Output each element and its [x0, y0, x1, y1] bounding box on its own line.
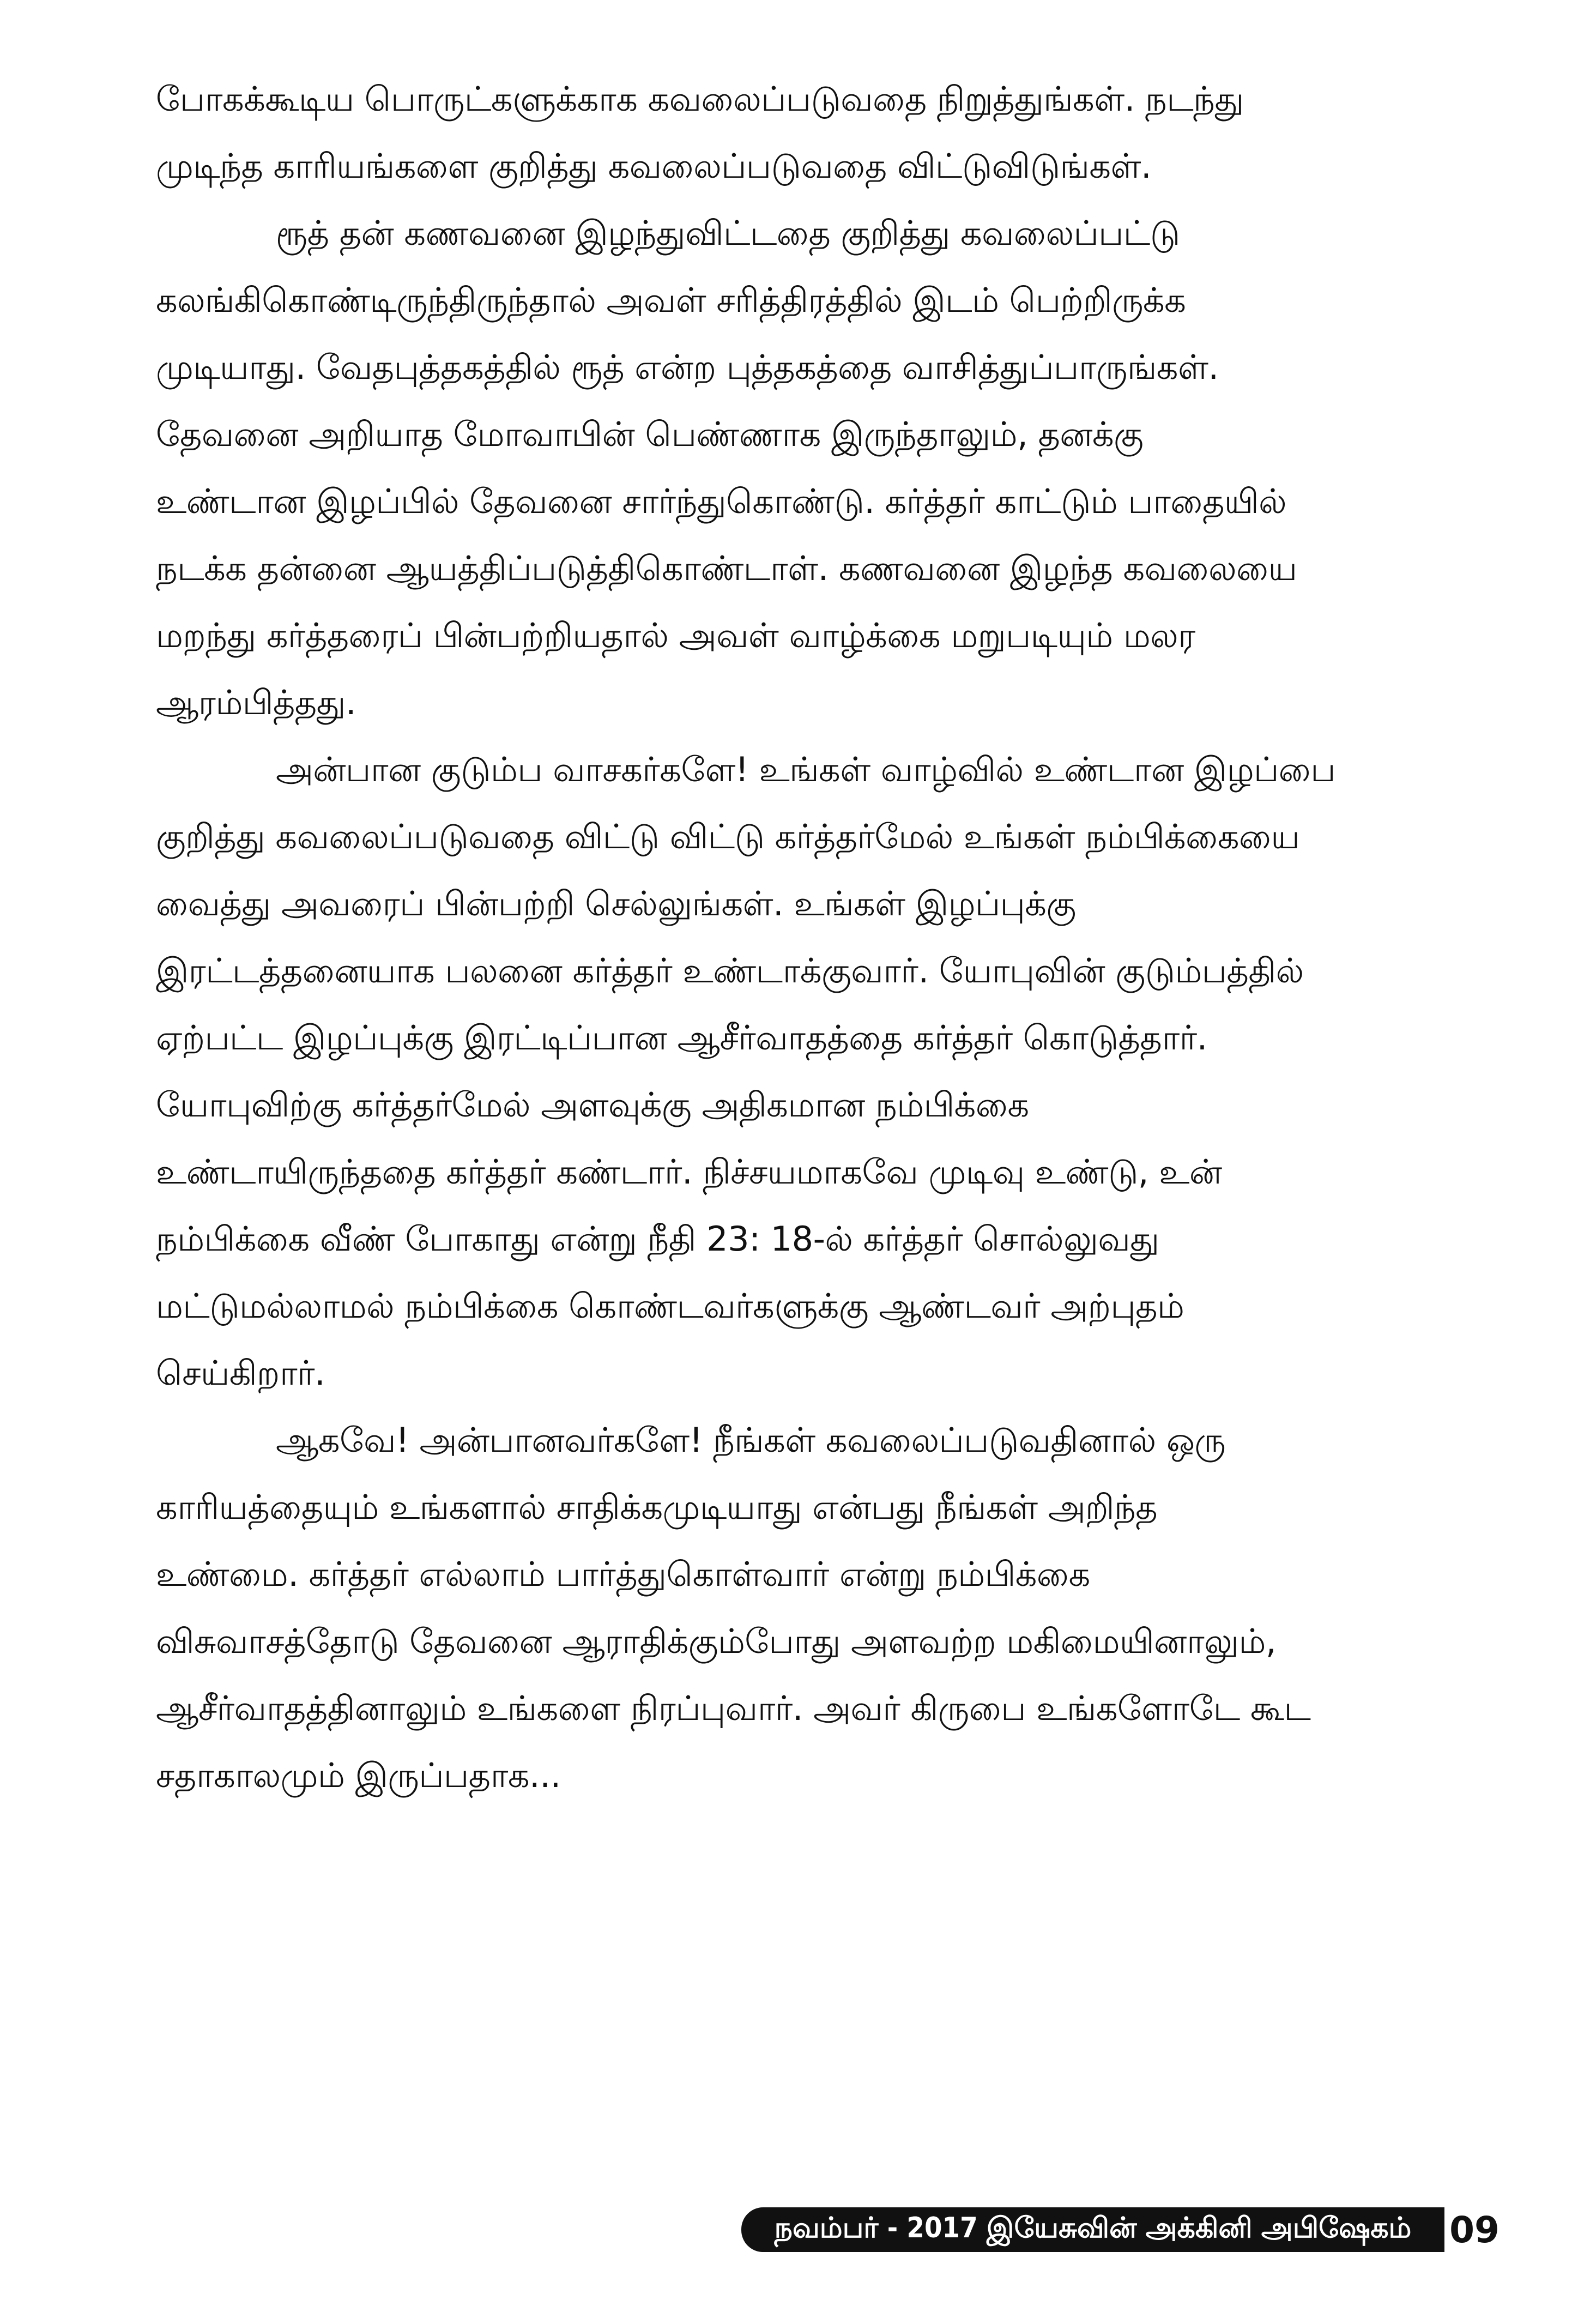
paragraph-2 — [156, 200, 1502, 736]
text-line: ஆரம்பித்தது. — [156, 683, 356, 722]
text-line: விசுவாசத்தோடு தேவனை ஆராதிக்கும்போது அளவற்ற மகிமையினாலும், — [156, 1621, 1277, 1661]
text-line: உண்டாயிருந்ததை கர்த்தர் கண்டார். நிச்சயமாகவே முடிவு உண்டு, உன் — [156, 1152, 1222, 1192]
text-line: ஆகவே! அன்பானவர்களே! நீங்கள் கவலைப்படுவதினால் ஒரு — [276, 1420, 1226, 1460]
text-line: ரூத் தன் கணவனை இழந்துவிட்டதை குறித்து கவலைப்பட்டு — [276, 213, 1180, 253]
text-line: ஏற்பட்ட இழப்புக்கு இரட்டிப்பான ஆசீர்வாதத்தை கர்த்தர் கொடுத்தார். — [156, 1018, 1207, 1058]
text-line: தேவனை அறியாத மோவாபின் பெண்ணாக இருந்தாலும், தனக்கு — [156, 414, 1144, 454]
text-line: வைத்து அவரைப் பின்பற்றி செல்லுங்கள். உங்கள் இழப்புக்கு — [156, 884, 1076, 923]
text-line: நம்பிக்கை வீண் போகாது என்று நீதி 23: 18-ல் கர்த்தர் சொல்லுவது — [156, 1219, 1159, 1259]
text-line: போகக்கூடிய பொருட்களுக்காக கவலைப்படுவதை நிறுத்துங்கள். நடந்து — [156, 79, 1244, 119]
text-line: கலங்கிகொண்டிருந்திருந்தால் அவள் சரித்திரத்தில் இடம் பெற்றிருக்க — [156, 280, 1186, 320]
article-body — [156, 65, 1502, 1809]
text-line: சதாகாலமும் இருப்பதாக... — [156, 1755, 561, 1795]
text-line: மட்டுமல்லாமல் நம்பிக்கை கொண்டவர்களுக்கு ஆண்டவர் அற்புதம் — [156, 1286, 1184, 1326]
text-line: முடிந்த காரியங்களை குறித்து கவலைப்படுவதை விட்டுவிடுங்கள். — [156, 146, 1152, 186]
text-line: நடக்க தன்னை ஆயத்திப்படுத்திகொண்டாள். கணவனை இழந்த கவலையை — [156, 548, 1297, 588]
page-footer — [741, 2202, 1504, 2257]
text-line: செய்கிறார். — [156, 1353, 325, 1393]
text-line: யோபுவிற்கு கர்த்தர்மேல் அளவுக்கு அதிகமான நம்பிக்கை — [156, 1085, 1029, 1125]
page-number: 09 — [1449, 2208, 1500, 2251]
text-line: உண்டான இழப்பில் தேவனை சார்ந்துகொண்டு. கர்த்தர் காட்டும் பாதையில் — [156, 481, 1287, 521]
text-line: காரியத்தையும் உங்களால் சாதிக்கமுடியாது என்பது நீங்கள் அறிந்த — [156, 1487, 1158, 1527]
text-line: இரட்டத்தனையாக பலனை கர்த்தர் உண்டாக்குவார். யோபுவின் குடும்பத்தில் — [156, 951, 1304, 991]
text-line: உண்மை. கர்த்தர் எல்லாம் பார்த்துகொள்வார் என்று நம்பிக்கை — [156, 1554, 1090, 1594]
paragraph-3 — [156, 736, 1502, 1407]
paragraph-1 — [156, 65, 1502, 200]
text-line: குறித்து கவலைப்படுவதை விட்டு விட்டு கர்த்தர்மேல் உங்கள் நம்பிக்கையை — [156, 817, 1300, 856]
text-line: அன்பான குடும்ப வாசகர்களே! உங்கள் வாழ்வில் உண்டான இழப்பை — [276, 750, 1336, 789]
footer-magazine-label: நவம்பர் - 2017 இயேசுவின் அக்கினி அபிஷேகம் — [741, 2207, 1444, 2252]
text-line: ஆசீர்வாதத்தினாலும் உங்களை நிரப்புவார். அவர் கிருபை உங்களோடே கூட — [156, 1688, 1311, 1728]
paragraph-4 — [156, 1407, 1502, 1809]
text-line: முடியாது. வேதபுத்தகத்தில் ரூத் என்ற புத்தகத்தை வாசித்துப்பாருங்கள். — [156, 347, 1219, 387]
text-line: மறந்து கர்த்தரைப் பின்பற்றியதால் அவள் வாழ்க்கை மறுபடியும் மலர — [156, 615, 1195, 655]
